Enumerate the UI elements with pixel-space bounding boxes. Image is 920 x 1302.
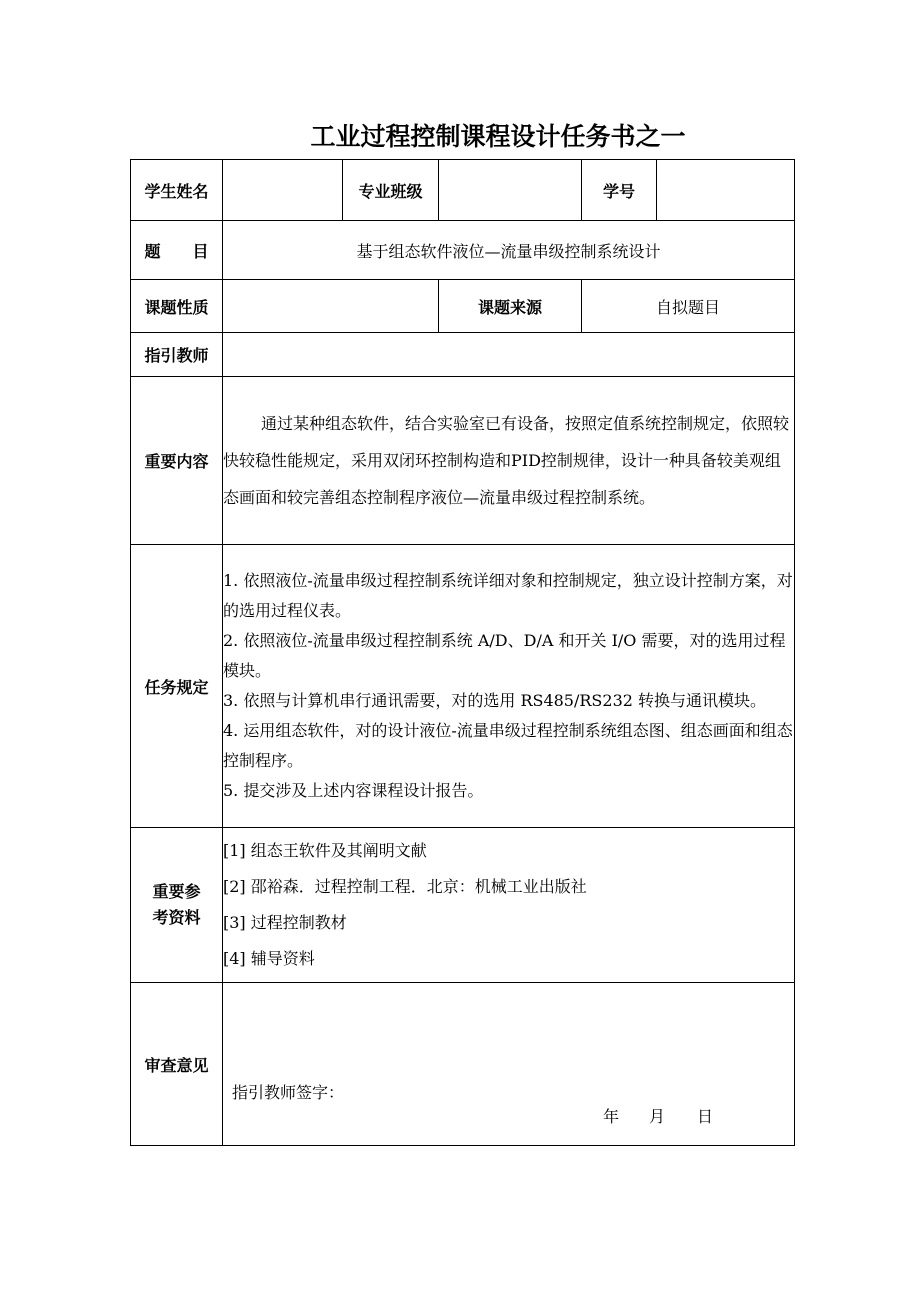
task-form-table bbox=[130, 159, 795, 1146]
refs-label bbox=[131, 828, 223, 983]
class-label: 专业班级 bbox=[343, 160, 439, 221]
student-id-field[interactable] bbox=[657, 160, 795, 221]
student-name-label: 学生姓名 bbox=[131, 160, 223, 221]
review-row bbox=[131, 983, 795, 1146]
tasks-row bbox=[131, 545, 795, 828]
tasks-list bbox=[223, 545, 795, 828]
document-title: 工业过程控制课程设计任务书之一 bbox=[310, 122, 686, 151]
reference-item: [1] 组态王软件及其阐明文献 bbox=[223, 841, 427, 860]
topic-value: 基于组态软件液位—流量串级控制系统设计 bbox=[223, 221, 795, 280]
source-label: 课题来源 bbox=[439, 280, 582, 333]
refs-label-line: 重要参 bbox=[152, 882, 201, 901]
date-month-label: 月 bbox=[649, 1107, 666, 1126]
task-item: 1. 依照液位-流量串级过程控制系统详细对象和控制规定，独立设计控制方案，对的选用过程仪表。 bbox=[223, 571, 793, 620]
content-text: 通过某种组态软件，结合实验室已有设备，按照定值系统控制规定，依照较快较稳性能规定，采用双闭环控制构造和PID控制规律，设计一种具备较美观组态画面和较完善组态控制程序液位—流量串级过程控制系统。 bbox=[223, 377, 795, 545]
task-item: 5. 提交涉及上述内容课程设计报告。 bbox=[223, 781, 484, 800]
student-name-field[interactable] bbox=[223, 160, 343, 221]
advisor-signature-label: 指引教师签字： bbox=[232, 1083, 345, 1102]
student-id-label: 学号 bbox=[582, 160, 657, 221]
nature-label: 课题性质 bbox=[131, 280, 223, 333]
topic-label: 题 目 bbox=[131, 221, 223, 280]
refs-row bbox=[131, 828, 795, 983]
nature-row bbox=[131, 280, 795, 333]
reference-item: [4] 辅导资料 bbox=[223, 949, 315, 968]
task-item: 2. 依照液位-流量串级过程控制系统 A/D、D/A 和开关 I/O 需要，对的选用过程模块。 bbox=[223, 631, 786, 680]
reference-item: [3] 过程控制教材 bbox=[223, 913, 347, 932]
reference-item: [2] 邵裕森．过程控制工程．北京：机械工业出版社 bbox=[223, 877, 587, 896]
tasks-label: 任务规定 bbox=[131, 545, 223, 828]
source-value: 自拟题目 bbox=[582, 280, 795, 333]
nature-field[interactable] bbox=[223, 280, 439, 333]
task-item: 3. 依照与计算机串行通讯需要，对的选用 RS485/RS232 转换与通讯模块。 bbox=[223, 691, 767, 710]
refs-label-line: 考资料 bbox=[152, 908, 201, 927]
topic-row bbox=[131, 221, 795, 280]
content-row bbox=[131, 377, 795, 545]
content-label: 重要内容 bbox=[131, 377, 223, 545]
advisor-field[interactable] bbox=[223, 333, 795, 377]
review-date bbox=[603, 1104, 713, 1127]
student-info-row bbox=[131, 160, 795, 221]
review-label: 审查意见 bbox=[131, 983, 223, 1146]
refs-list bbox=[223, 828, 795, 983]
review-area[interactable] bbox=[223, 983, 795, 1146]
task-item: 4. 运用组态软件，对的设计液位-流量串级过程控制系统组态图、组态画面和组态控制程序。 bbox=[223, 721, 793, 770]
advisor-row bbox=[131, 333, 795, 377]
date-year-label: 年 bbox=[603, 1107, 620, 1126]
advisor-label: 指引教师 bbox=[131, 333, 223, 377]
date-day-label: 日 bbox=[697, 1107, 714, 1126]
class-field[interactable] bbox=[439, 160, 582, 221]
